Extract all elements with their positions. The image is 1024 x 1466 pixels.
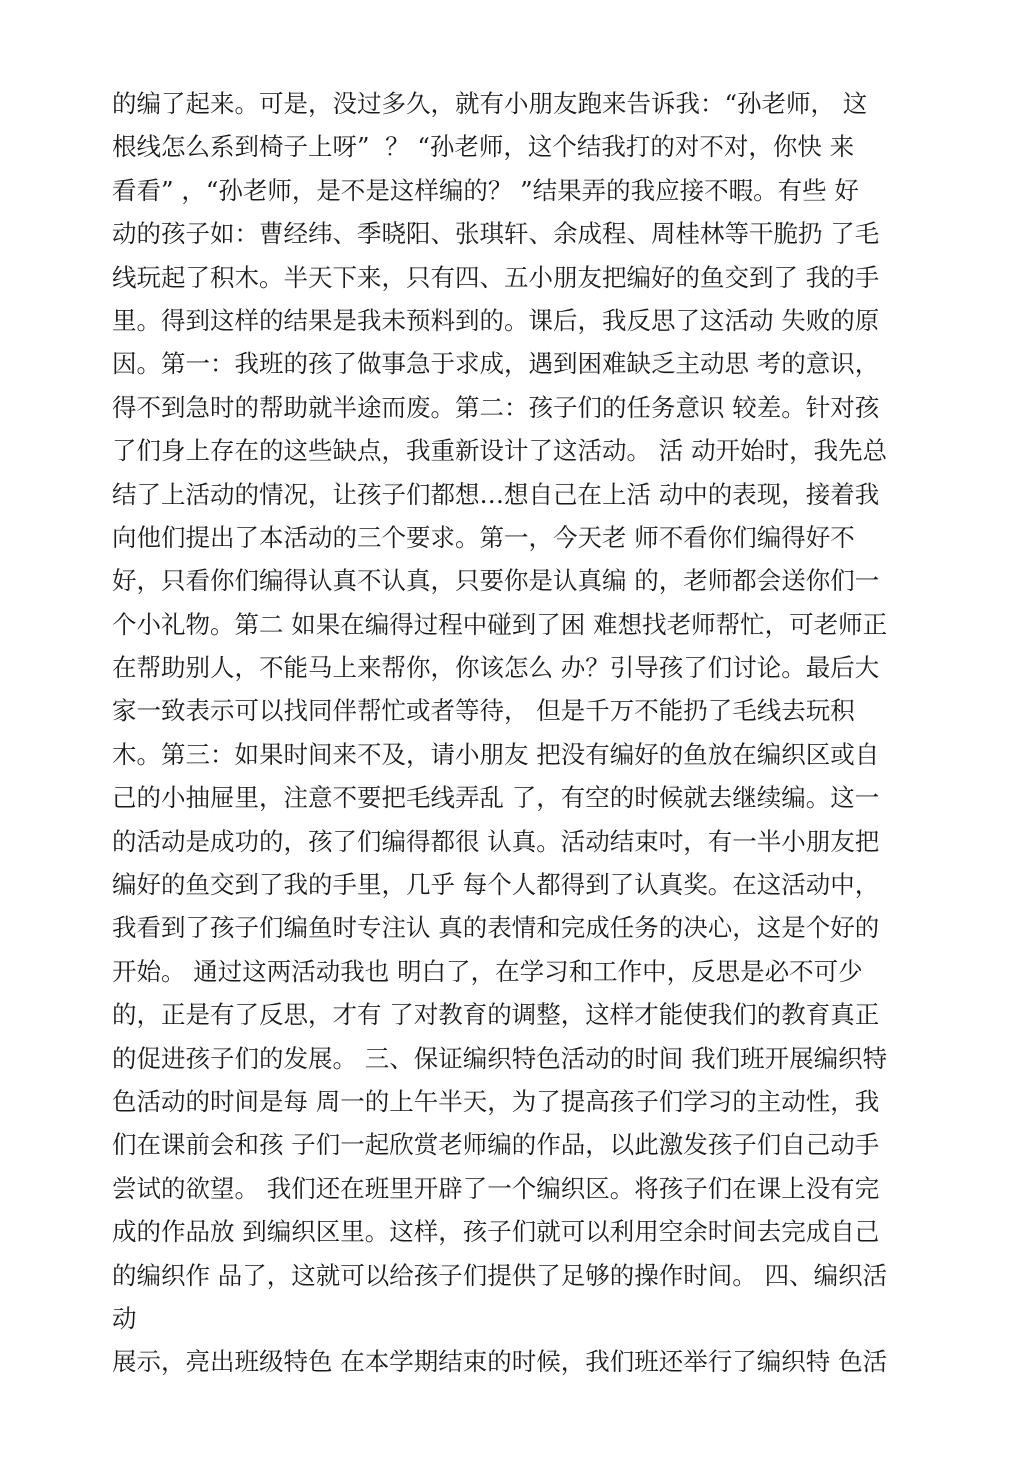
text-line: 里。得到这样的结果是我未预料到的。课后，我反思了这活动 失败的原 <box>112 305 880 335</box>
text-line: 结了上活动的情况，让孩子们都想…想自己在上活 动中的表现，接着我 <box>112 479 880 509</box>
text-line: 个小礼物。第二 如果在编得过程中碰到了困 难想找老师帮忙，可老师正 <box>112 609 888 639</box>
text-line: 因。第一：我班的孩了做事急于求成，遇到困难缺乏主动思 考的意识， <box>112 349 880 379</box>
text-line: 得不到急时的帮助就半途而废。第二：孩子们的任务意识 较差。针对孩 <box>112 392 880 422</box>
text-line: 向他们提出了本活动的三个要求。第一，今天老 师不看你们编得好不 <box>112 522 855 552</box>
text-line: 了们身上存在的这些缺点，我重新设计了这活动。 活 动开始时，我先总 <box>112 436 888 466</box>
text-line: 的促进孩子们的发展。 三、保证编织特色活动的时间 我们班开展编织特 <box>112 1043 888 1073</box>
text-line: 线玩起了积木。半天下来，只有四、五小朋友把编好的鱼交到了 我的手 <box>112 262 880 292</box>
text-line: 开始。 通过这两活动我也 明白了，在学习和工作中，反思是必不可少 <box>112 956 863 986</box>
text-line: 好，只看你们编得认真不认真，只要你是认真编 的，老师都会送你们一 <box>112 566 880 596</box>
text-line: 己的小抽屉里，注意不要把毛线弄乱 了，有空的时候就去继续编。这一 <box>112 783 880 813</box>
text-line: 的编了起来。可是，没过多久，就有小朋友跑来告诉我：“孙老师， 这 <box>112 89 868 118</box>
text-line: 看看” ，“孙老师，是不是这样编的？ ”结果弄的我应接不暇。有些 好 <box>112 175 859 205</box>
body-text <box>112 82 912 1384</box>
text-line: 们在课前会和孩 子们一起欣赏老师编的作品，以此激发孩子们自己动手 <box>112 1130 880 1160</box>
text-line: 成的作品放 到编织区里。这样，孩子们就可以利用空余时间去完成自己 <box>112 1217 880 1247</box>
text-line: 编好的鱼交到了我的手里，几乎 每个人都得到了认真奖。在这活动中， <box>112 870 880 900</box>
text-line: 的，正是有了反思，才有 了对教育的调整，这样才能使我们的教育真正 <box>112 1000 880 1030</box>
text-line: 色活动的时间是每 周一的上午半天，为了提高孩子们学习的主动性，我 <box>112 1086 880 1116</box>
text-line: 在帮助别人，不能马上来帮你，你该怎么 办？引导孩了们讨论。最后大 <box>112 653 880 683</box>
text-line: 的活动是成功的，孩了们编得都很 认真。活动结束吋，有一半小朋友把 <box>112 826 880 856</box>
text-line: 动 <box>112 1303 137 1333</box>
text-line: 的编织作 品了，这就可以给孩子们提供了足够的操作时间。 四、编织活 <box>112 1260 888 1290</box>
text-line: 我看到了孩子们编鱼时专注认 真的表情和完成任务的决心，这是个好的 <box>112 913 880 943</box>
text-line: 木。第三：如果时间来不及，请小朋友 把没有编好的鱼放在编织区或自 <box>112 739 880 769</box>
text-line: 家一致表示可以找同伴帮忙或者等待， 但是千万不能扔了毛线去玩积 <box>112 696 855 726</box>
text-line: 动的孩子如：曹经纬、季晓阳、张琪轩、余成程、周桂林等干脆扔 了毛 <box>112 219 880 249</box>
text-line: 根线怎么系到椅子上呀” ？ “孙老师，这个结我打的对不对，你快 来 <box>112 132 855 162</box>
text-line: 尝试的欲望。 我们还在班里开辟了一个编织区。将孩子们在课上没有完 <box>112 1173 880 1203</box>
text-line: 展示，亮出班级特色 在本学期结束的时候，我们班还举行了编织特 色活 <box>112 1347 888 1377</box>
